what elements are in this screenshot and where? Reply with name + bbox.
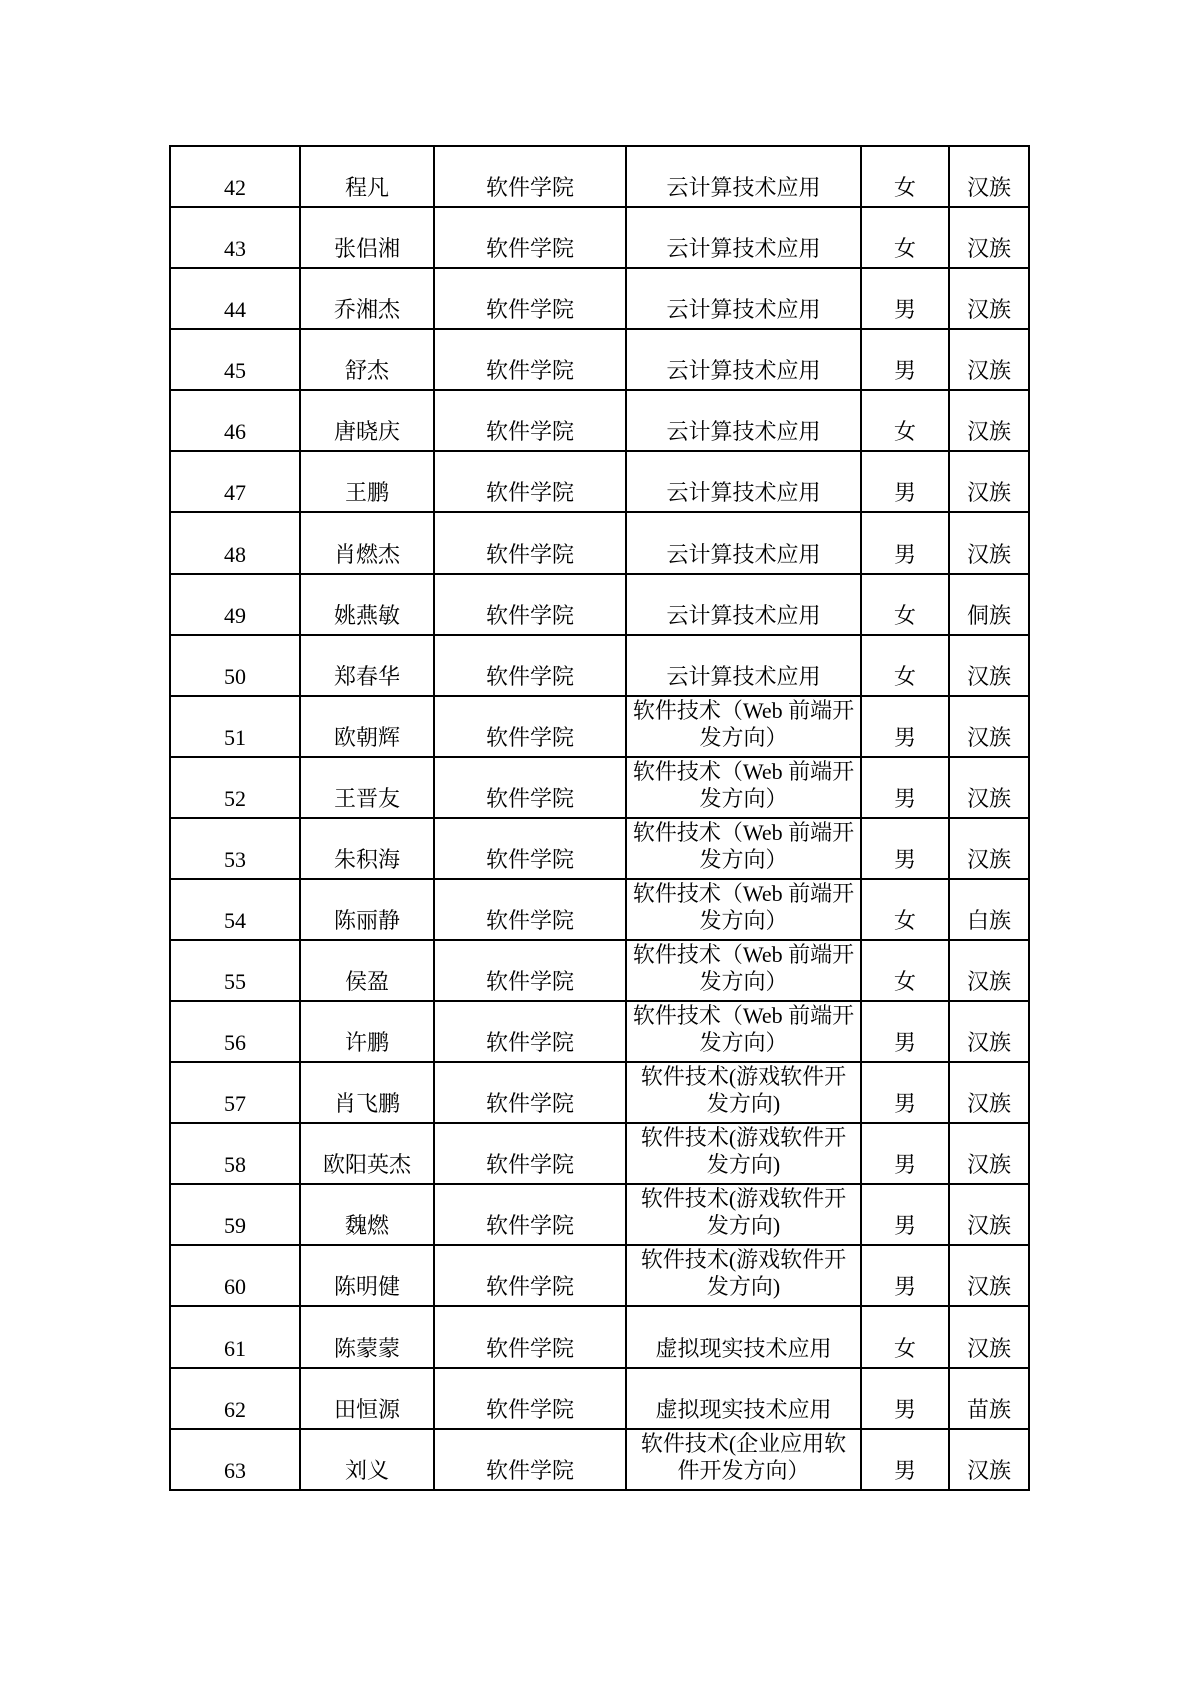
cell-gender: 男 — [861, 1184, 949, 1245]
cell-name: 肖飞鹏 — [300, 1062, 434, 1123]
cell-gender: 女 — [861, 390, 949, 451]
cell-major: 软件技术(游戏软件开发方向) — [626, 1062, 861, 1123]
cell-ethnicity: 汉族 — [949, 1062, 1029, 1123]
cell-name: 陈明健 — [300, 1245, 434, 1306]
table-row — [170, 1123, 1029, 1184]
cell-major: 云计算技术应用 — [626, 329, 861, 390]
cell-ethnicity: 汉族 — [949, 1429, 1029, 1490]
cell-ethnicity: 汉族 — [949, 329, 1029, 390]
cell-ethnicity: 汉族 — [949, 757, 1029, 818]
cell-major: 软件技术(游戏软件开发方向) — [626, 1184, 861, 1245]
cell-major: 软件技术（Web 前端开发方向） — [626, 696, 861, 757]
cell-major: 云计算技术应用 — [626, 146, 861, 207]
cell-college: 软件学院 — [434, 1429, 626, 1490]
cell-gender: 男 — [861, 1123, 949, 1184]
cell-name: 王晋友 — [300, 757, 434, 818]
cell-ethnicity: 汉族 — [949, 1245, 1029, 1306]
cell-no: 56 — [170, 1001, 300, 1062]
cell-no: 47 — [170, 451, 300, 512]
cell-gender: 男 — [861, 696, 949, 757]
cell-college: 软件学院 — [434, 329, 626, 390]
cell-no: 60 — [170, 1245, 300, 1306]
cell-name: 张侣湘 — [300, 207, 434, 268]
cell-major: 虚拟现实技术应用 — [626, 1306, 861, 1367]
cell-college: 软件学院 — [434, 146, 626, 207]
cell-name: 肖燃杰 — [300, 512, 434, 573]
cell-name: 陈丽静 — [300, 879, 434, 940]
cell-name: 舒杰 — [300, 329, 434, 390]
cell-major: 软件技术（Web 前端开发方向） — [626, 879, 861, 940]
cell-college: 软件学院 — [434, 207, 626, 268]
cell-gender: 女 — [861, 207, 949, 268]
cell-name: 程凡 — [300, 146, 434, 207]
cell-ethnicity: 汉族 — [949, 940, 1029, 1001]
cell-college: 软件学院 — [434, 1184, 626, 1245]
table-row — [170, 818, 1029, 879]
cell-major: 软件技术(游戏软件开发方向) — [626, 1245, 861, 1306]
table-row — [170, 1184, 1029, 1245]
cell-major: 软件技术(企业应用软件开发方向） — [626, 1429, 861, 1490]
table-row — [170, 574, 1029, 635]
cell-no: 51 — [170, 696, 300, 757]
cell-college: 软件学院 — [434, 1245, 626, 1306]
cell-gender: 女 — [861, 574, 949, 635]
cell-gender: 女 — [861, 940, 949, 1001]
cell-name: 陈蒙蒙 — [300, 1306, 434, 1367]
cell-name: 朱积海 — [300, 818, 434, 879]
cell-major: 软件技术（Web 前端开发方向） — [626, 757, 861, 818]
cell-college: 软件学院 — [434, 940, 626, 1001]
cell-gender: 男 — [861, 329, 949, 390]
cell-gender: 男 — [861, 512, 949, 573]
cell-ethnicity: 汉族 — [949, 207, 1029, 268]
cell-ethnicity: 汉族 — [949, 268, 1029, 329]
table-row — [170, 696, 1029, 757]
cell-no: 54 — [170, 879, 300, 940]
table-row — [170, 512, 1029, 573]
cell-ethnicity: 汉族 — [949, 1306, 1029, 1367]
cell-gender: 男 — [861, 1368, 949, 1429]
cell-name: 郑春华 — [300, 635, 434, 696]
cell-ethnicity: 汉族 — [949, 451, 1029, 512]
cell-college: 软件学院 — [434, 451, 626, 512]
cell-college: 软件学院 — [434, 757, 626, 818]
cell-college: 软件学院 — [434, 635, 626, 696]
cell-ethnicity: 汉族 — [949, 1001, 1029, 1062]
cell-no: 42 — [170, 146, 300, 207]
cell-name: 欧阳英杰 — [300, 1123, 434, 1184]
cell-ethnicity: 侗族 — [949, 574, 1029, 635]
cell-name: 许鹏 — [300, 1001, 434, 1062]
cell-ethnicity: 汉族 — [949, 696, 1029, 757]
cell-major: 虚拟现实技术应用 — [626, 1368, 861, 1429]
cell-ethnicity: 汉族 — [949, 1184, 1029, 1245]
cell-ethnicity: 汉族 — [949, 1123, 1029, 1184]
cell-gender: 女 — [861, 1306, 949, 1367]
cell-gender: 女 — [861, 146, 949, 207]
table-row — [170, 146, 1029, 207]
table-row — [170, 1429, 1029, 1490]
cell-major: 云计算技术应用 — [626, 390, 861, 451]
cell-no: 57 — [170, 1062, 300, 1123]
table-row — [170, 451, 1029, 512]
cell-major: 云计算技术应用 — [626, 451, 861, 512]
cell-gender: 女 — [861, 635, 949, 696]
cell-name: 唐晓庆 — [300, 390, 434, 451]
cell-no: 53 — [170, 818, 300, 879]
cell-college: 软件学院 — [434, 1062, 626, 1123]
table-row — [170, 207, 1029, 268]
cell-no: 48 — [170, 512, 300, 573]
cell-ethnicity: 苗族 — [949, 1368, 1029, 1429]
cell-major: 云计算技术应用 — [626, 574, 861, 635]
cell-major: 云计算技术应用 — [626, 268, 861, 329]
cell-college: 软件学院 — [434, 1123, 626, 1184]
student-roster-body — [170, 146, 1029, 1490]
cell-ethnicity: 汉族 — [949, 390, 1029, 451]
cell-major: 软件技术（Web 前端开发方向） — [626, 1001, 861, 1062]
cell-gender: 男 — [861, 1062, 949, 1123]
table-row — [170, 757, 1029, 818]
cell-gender: 男 — [861, 451, 949, 512]
cell-ethnicity: 汉族 — [949, 635, 1029, 696]
cell-no: 52 — [170, 757, 300, 818]
cell-college: 软件学院 — [434, 818, 626, 879]
cell-no: 63 — [170, 1429, 300, 1490]
cell-no: 50 — [170, 635, 300, 696]
cell-major: 云计算技术应用 — [626, 635, 861, 696]
cell-name: 姚燕敏 — [300, 574, 434, 635]
cell-ethnicity: 汉族 — [949, 512, 1029, 573]
cell-college: 软件学院 — [434, 268, 626, 329]
cell-college: 软件学院 — [434, 696, 626, 757]
cell-major: 云计算技术应用 — [626, 207, 861, 268]
cell-college: 软件学院 — [434, 879, 626, 940]
cell-college: 软件学院 — [434, 512, 626, 573]
cell-major: 云计算技术应用 — [626, 512, 861, 573]
cell-college: 软件学院 — [434, 574, 626, 635]
table-row — [170, 940, 1029, 1001]
table-row — [170, 390, 1029, 451]
cell-major: 软件技术（Web 前端开发方向） — [626, 940, 861, 1001]
table-row — [170, 268, 1029, 329]
cell-gender: 男 — [861, 1245, 949, 1306]
table-row — [170, 1245, 1029, 1306]
cell-college: 软件学院 — [434, 1368, 626, 1429]
cell-major: 软件技术(游戏软件开发方向) — [626, 1123, 861, 1184]
cell-college: 软件学院 — [434, 390, 626, 451]
table-row — [170, 1368, 1029, 1429]
cell-name: 王鹏 — [300, 451, 434, 512]
cell-name: 欧朝辉 — [300, 696, 434, 757]
table-row — [170, 1001, 1029, 1062]
cell-no: 43 — [170, 207, 300, 268]
cell-major: 软件技术（Web 前端开发方向） — [626, 818, 861, 879]
student-roster-table — [169, 145, 1030, 1491]
cell-gender: 男 — [861, 757, 949, 818]
cell-name: 刘义 — [300, 1429, 434, 1490]
cell-college: 软件学院 — [434, 1001, 626, 1062]
cell-no: 59 — [170, 1184, 300, 1245]
cell-no: 44 — [170, 268, 300, 329]
table-row — [170, 329, 1029, 390]
cell-gender: 女 — [861, 879, 949, 940]
cell-gender: 男 — [861, 268, 949, 329]
cell-name: 侯盈 — [300, 940, 434, 1001]
cell-ethnicity: 汉族 — [949, 818, 1029, 879]
cell-no: 58 — [170, 1123, 300, 1184]
cell-no: 46 — [170, 390, 300, 451]
cell-ethnicity: 白族 — [949, 879, 1029, 940]
cell-gender: 男 — [861, 1001, 949, 1062]
table-row — [170, 879, 1029, 940]
cell-ethnicity: 汉族 — [949, 146, 1029, 207]
table-row — [170, 635, 1029, 696]
cell-no: 62 — [170, 1368, 300, 1429]
cell-name: 田恒源 — [300, 1368, 434, 1429]
cell-name: 乔湘杰 — [300, 268, 434, 329]
cell-gender: 男 — [861, 1429, 949, 1490]
cell-college: 软件学院 — [434, 1306, 626, 1367]
cell-no: 45 — [170, 329, 300, 390]
cell-name: 魏燃 — [300, 1184, 434, 1245]
table-row — [170, 1306, 1029, 1367]
cell-no: 55 — [170, 940, 300, 1001]
table-row — [170, 1062, 1029, 1123]
cell-gender: 男 — [861, 818, 949, 879]
cell-no: 49 — [170, 574, 300, 635]
cell-no: 61 — [170, 1306, 300, 1367]
